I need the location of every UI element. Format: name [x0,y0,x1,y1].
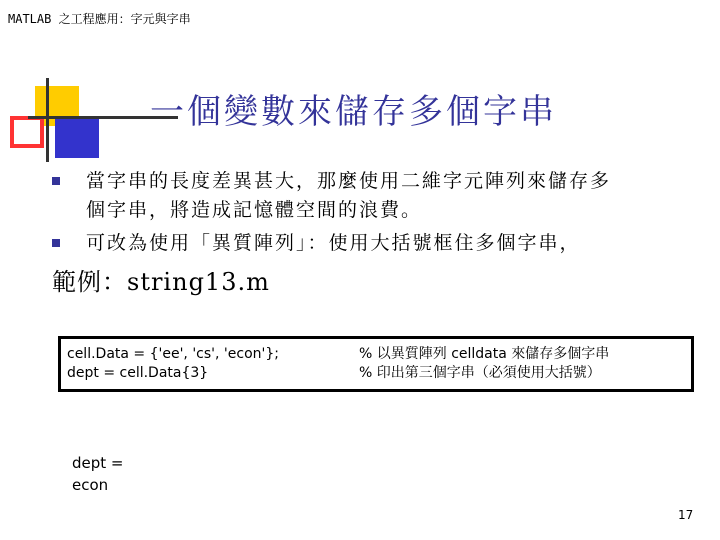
code-comment: % 印出第三個字串（必須使用大括號） [359,365,601,381]
header-text: MATLAB 之工程應用：字元與字串 [8,12,191,26]
bullet-text [86,229,696,258]
decor-vertical-line [46,78,49,162]
slide-title: 一個變數來儲存多個字串 [150,92,557,132]
code-line: cell.Data = {'ee', 'cs', 'econ'}; [67,346,279,362]
code-box [58,336,694,392]
output-line: econ [72,476,109,494]
bullet-text [86,167,696,225]
page-number: 17 [678,508,694,522]
bullet-square-icon [52,177,60,185]
command-output [72,452,124,496]
decor-blue-square [55,118,99,158]
output-line: dept = [72,454,124,472]
decor-red-square [10,116,44,148]
bullet-line: 當字串的長度差異甚大，那麼使用二維字元陣列來儲存多 [86,170,612,192]
bullet-line: 個字串，將造成記憶體空間的浪費。 [86,199,423,221]
code-lines [67,345,279,383]
code-comment: % 以異質陣列 celldata 來儲存多個字串 [359,346,610,362]
code-comments [359,345,609,383]
example-label: 範例：string13.m [52,268,270,296]
bullet-square-icon [52,239,60,247]
code-line: dept = cell.Data{3} [67,365,209,381]
bullet-line: 可改為使用「異質陣列」：使用大括號框住多個字串， [86,232,581,254]
